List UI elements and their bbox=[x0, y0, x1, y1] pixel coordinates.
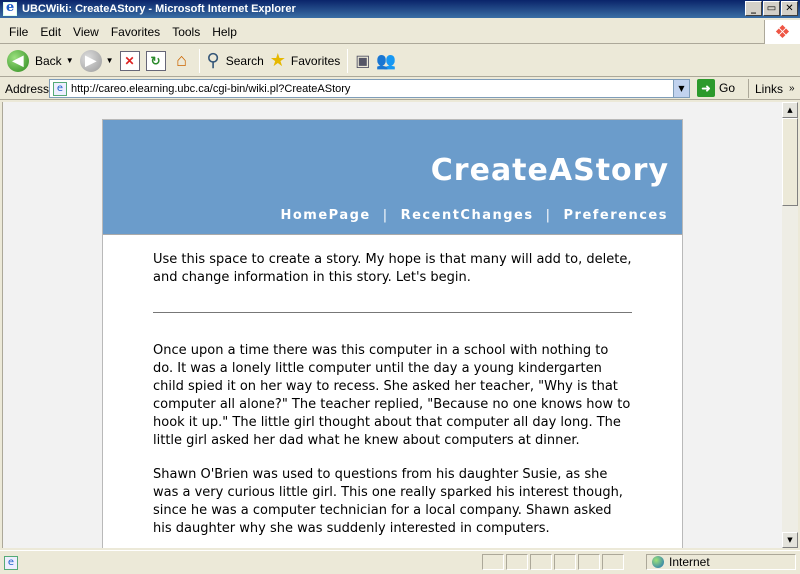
close-button[interactable]: ✕ bbox=[781, 1, 798, 16]
forward-dropdown-icon[interactable]: ▼ bbox=[105, 56, 114, 65]
address-label: Address bbox=[5, 81, 50, 96]
title-bar bbox=[0, 0, 800, 18]
standard-toolbar bbox=[0, 45, 800, 77]
refresh-button[interactable] bbox=[143, 47, 169, 75]
window-title: UBCWiki: CreateAStory - Microsoft Internet Explorer bbox=[22, 3, 296, 15]
go-label: Go bbox=[719, 81, 736, 95]
page-viewport[interactable] bbox=[2, 102, 782, 548]
window-controls bbox=[745, 1, 798, 16]
home-icon: ⌂ bbox=[176, 50, 187, 70]
search-icon: ⚲ bbox=[206, 50, 220, 70]
horizontal-rule bbox=[153, 312, 632, 313]
stop-icon: ✕ bbox=[120, 51, 140, 71]
status-panel bbox=[578, 554, 600, 570]
globe-icon bbox=[652, 556, 664, 568]
maximize-button[interactable]: ▭ bbox=[763, 1, 780, 16]
story-paragraph-2: Shawn O'Brien was used to questions from his daughter Susie, as she was a very curious little girl. This one really sparked his interest though, since he was a computer technician for a local company. Shawn asked his daughter why she was suddenly interested in computers. bbox=[153, 467, 623, 536]
zone-label: Internet bbox=[669, 555, 710, 569]
nav-separator: | bbox=[545, 208, 552, 223]
go-button[interactable] bbox=[697, 79, 735, 97]
page-icon: e bbox=[53, 82, 67, 96]
media-icon: ▣ bbox=[355, 52, 371, 70]
nav-separator: | bbox=[382, 208, 389, 223]
favorites-label: Favorites bbox=[290, 53, 341, 68]
media-button[interactable] bbox=[352, 47, 373, 75]
back-arrow-icon: ◀ bbox=[7, 50, 29, 72]
vertical-scrollbar[interactable] bbox=[782, 102, 798, 548]
toolbar-separator bbox=[199, 49, 200, 73]
back-button[interactable] bbox=[4, 47, 77, 75]
scroll-down-arrow-icon[interactable]: ▼ bbox=[782, 532, 798, 548]
messenger-button[interactable] bbox=[373, 47, 399, 75]
menu-help[interactable]: Help bbox=[212, 24, 237, 39]
toolbar-separator bbox=[347, 49, 348, 73]
ie-app-icon[interactable] bbox=[3, 2, 17, 16]
status-panel bbox=[554, 554, 576, 570]
home-button[interactable] bbox=[169, 47, 195, 75]
address-url[interactable]: http://careo.elearning.ubc.ca/cgi-bin/wiki.pl?CreateAStory bbox=[71, 82, 351, 95]
story-paragraph-1: Once upon a time there was this computer in a school with nothing to do. It was a lonely little computer until the day a young kindergarten child spied it on her way to recess. She asked her teacher, "Why is that computer all alone?" The teacher replied, "Because no one knows how to hook it up." The little girl thought about that computer all day long. The little girl asked her dad what he knew about computers at dinner. bbox=[153, 343, 631, 448]
windows-logo-icon: ❖ bbox=[764, 20, 800, 44]
nav-link-preferences[interactable]: Preferences bbox=[563, 208, 668, 223]
scrollbar-thumb[interactable] bbox=[782, 118, 798, 206]
address-bar bbox=[0, 78, 800, 100]
search-button[interactable] bbox=[204, 47, 267, 75]
page-title: CreateAStory bbox=[430, 153, 669, 188]
status-panels bbox=[482, 554, 624, 570]
status-bar bbox=[0, 550, 800, 574]
minimize-button[interactable]: _ bbox=[745, 1, 762, 16]
address-input[interactable] bbox=[49, 79, 690, 98]
status-panel bbox=[530, 554, 552, 570]
scroll-up-arrow-icon[interactable]: ▲ bbox=[782, 102, 798, 118]
go-arrow-icon: ➜ bbox=[697, 79, 715, 97]
links-button[interactable] bbox=[748, 79, 795, 98]
menu-edit[interactable]: Edit bbox=[40, 24, 62, 39]
status-panel bbox=[506, 554, 528, 570]
nav-link-homepage[interactable]: HomePage bbox=[280, 208, 371, 223]
refresh-icon: ↻ bbox=[146, 51, 166, 71]
forward-button[interactable] bbox=[77, 47, 117, 75]
stop-button[interactable] bbox=[117, 47, 143, 75]
back-label: Back bbox=[35, 53, 62, 68]
search-label: Search bbox=[225, 53, 264, 68]
menu-file[interactable]: File bbox=[9, 24, 29, 39]
messenger-people-icon: 👥 bbox=[376, 52, 397, 70]
menu-favorites[interactable]: Favorites bbox=[110, 24, 161, 39]
wiki-nav bbox=[280, 208, 668, 223]
back-dropdown-icon[interactable]: ▼ bbox=[65, 56, 74, 65]
wiki-page bbox=[102, 119, 683, 548]
links-label: Links bbox=[755, 81, 784, 96]
wiki-body bbox=[103, 251, 682, 538]
favorites-button[interactable] bbox=[267, 47, 344, 75]
wiki-header bbox=[103, 120, 682, 235]
forward-arrow-icon: ▶ bbox=[80, 50, 102, 72]
menu-view[interactable]: View bbox=[73, 24, 99, 39]
chevron-right-icon: » bbox=[789, 83, 795, 94]
status-page-icon: e bbox=[4, 556, 18, 570]
favorites-star-icon: ★ bbox=[269, 50, 286, 70]
security-zone bbox=[646, 554, 796, 570]
nav-link-recentchanges[interactable]: RecentChanges bbox=[400, 208, 534, 223]
intro-paragraph: Use this space to create a story. My hope is that many will add to, delete, and change information in this story. Let's begin. bbox=[153, 252, 632, 285]
address-dropdown-icon[interactable]: ▼ bbox=[673, 80, 689, 97]
menu-tools[interactable]: Tools bbox=[172, 24, 201, 39]
menu-bar bbox=[0, 20, 800, 44]
status-panel bbox=[602, 554, 624, 570]
status-panel bbox=[482, 554, 504, 570]
